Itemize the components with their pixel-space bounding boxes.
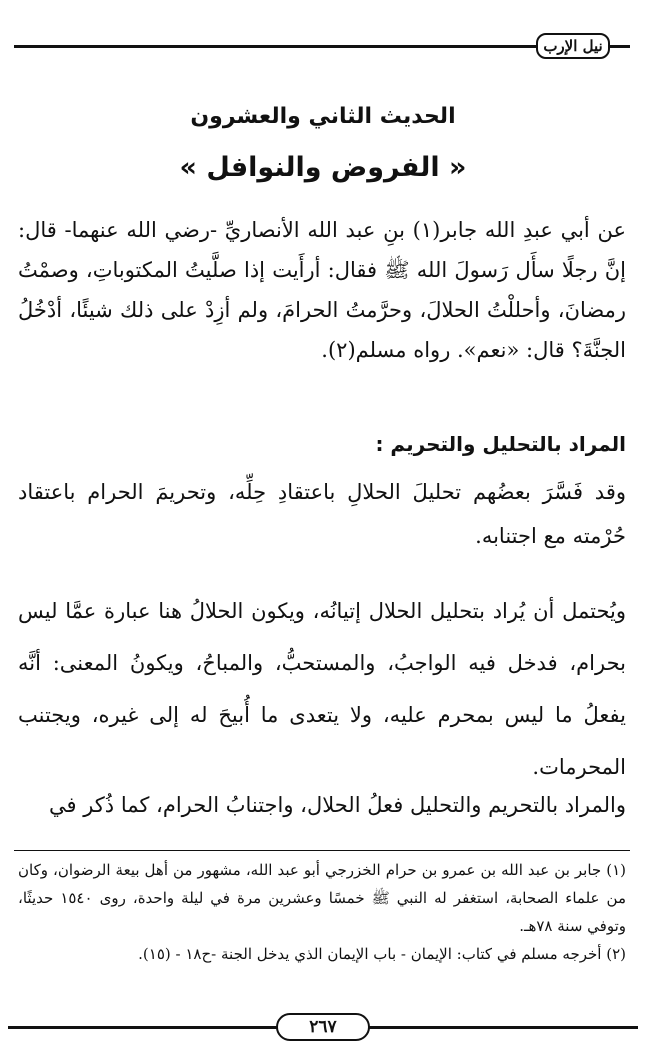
footnote-separator (14, 850, 630, 851)
hadith-subject-title: « الفروض والنوافل » (179, 152, 467, 183)
footnote: (١) جابر بن عبد الله بن عمرو بن حرام الخزرجي أبو عبد الله، مشهور من أهل بيعة الرضوان، وكان من علماء الصحابة، استغفر له النبي ﷺ خمسًا وعشرين مرة في ليلة واحدة، روى ١٥٤٠ حديثًا، وتوفي سنة ٧٨هـ. (18, 861, 627, 935)
footnote: (٢) أخرجه مسلم في كتاب: الإيمان - باب الإيمان الذي يدخل الجنة -ح١٨ - (١٥). (138, 945, 626, 963)
hadith-number-title: الحديث الثاني والعشرون (190, 104, 456, 129)
running-header: نيل الإرب (536, 33, 610, 59)
footnotes (18, 856, 626, 968)
paragraph: ويُحتمل أن يُراد بتحليل الحلال إتيانُه، ويكون الحلالُ هنا عبارة عمَّا ليس بحرام، فدخل فيه الواجبُ، والمستحبُّ، والمباحُ، ويكونُ المعنى: أنَّه يفعلُ ما ليس بمحرم عليه، ولا يتعدى ما أُبيحَ له إلى غيره، ويجتنب المحرمات. (18, 599, 626, 779)
header-rule-right (610, 45, 630, 48)
page-number: ٢٦٧ (276, 1013, 370, 1041)
paragraph: وقد فَسَّرَ بعضُهم تحليلَ الحلالِ باعتقادِ حِلِّه، وتحريمَ الحرام باعتقاد حُرْمته مع اجتنابه. (18, 480, 626, 548)
hadith-text: عن أبي عبدِ الله جابر(١) بنِ عبد الله الأنصاريِّ -رضي الله عنهما- قال: إنَّ رجلًا سأَل رَسولَ الله ﷺ فقال: أرأَيت إذا صلَّيتُ المكتوباتِ، وصمْتُ رمضانَ، وأحللْتُ الحلالَ، وحرَّمتُ الحرامَ، ولم أزِدْ على ذلك شيئًا، أدْخُلُ الجنَّةَ؟ قال: «نعم». رواه مسلم(٢). (18, 218, 626, 362)
paragraph: والمراد بالتحريم والتحليل فعلُ الحلال، واجتنابُ الحرام، كما ذُكر في (49, 793, 626, 817)
section-title: المراد بالتحليل والتحريم : (375, 432, 626, 456)
header-rule (14, 45, 536, 48)
